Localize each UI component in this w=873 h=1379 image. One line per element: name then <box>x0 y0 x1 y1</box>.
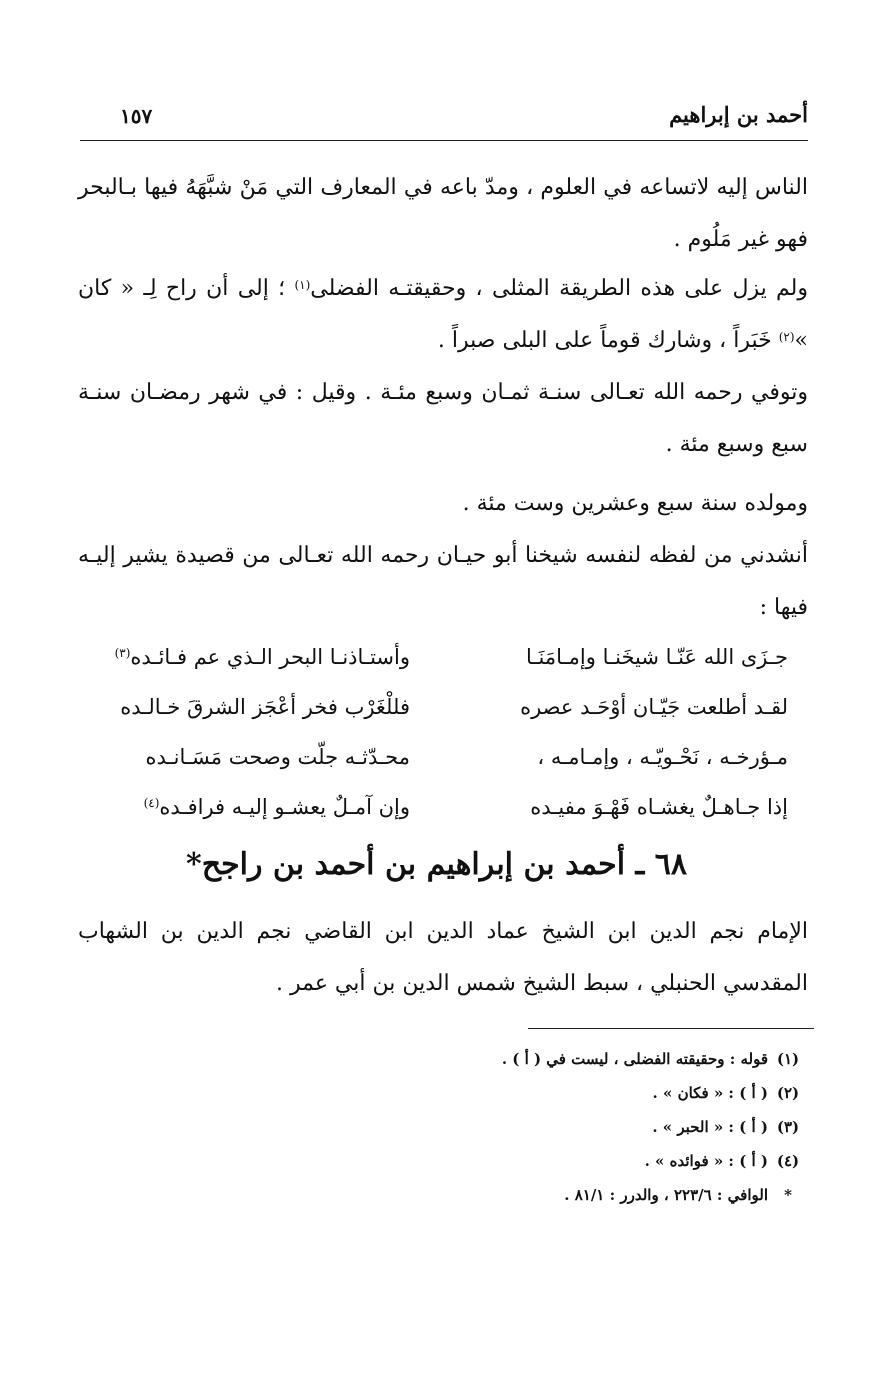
verse-second-hemistich <box>110 782 410 832</box>
verse-line <box>110 782 788 832</box>
verse-second-hemistich: فللْغَرْب فخر أعْجَز الشرقَ خـالـده <box>120 695 410 719</box>
verse-first-hemistich: لقـد أطلعت جَيّـان أوْحَـد عصره <box>520 695 788 719</box>
paragraph-2 <box>78 263 808 367</box>
verse-line <box>110 682 788 732</box>
paragraph-6: الإمام نجم الدين ابن الشيخ عماد الدين ابن القاضي نجم الدين بن الشهاب المقدسي الحنبلي ، سبط الشيخ شمس الدين بن أبي عمر . <box>78 919 808 996</box>
footnote-item <box>248 1110 808 1144</box>
section-heading <box>0 840 873 890</box>
section-heading-text: ٦٨ ـ أحمد بن إبراهيم بن أحمد بن راجح <box>201 847 687 882</box>
footnote-ref-4: (٤) <box>143 796 160 810</box>
footnote-item <box>248 1178 808 1212</box>
paragraph-2-part-c: خَبَراً ، وشارك قوماً على البلى صبراً . <box>437 328 779 353</box>
footnote-item <box>248 1042 808 1076</box>
footnote-ref-2: (٢) <box>778 330 795 344</box>
footnote-mark: (١) <box>776 1050 800 1068</box>
header-rule <box>80 140 808 141</box>
footnote-text: ( أ ) : « فكان » . <box>652 1084 768 1102</box>
paragraph-5: أنشدني من لفظه لنفسه شيخنا أبو حيـان رحمه الله تعـالى من قصيدة يشير إليـه فيها : <box>78 543 808 620</box>
running-title: أحمد بن إبراهيم <box>669 102 808 127</box>
verse-line <box>110 632 788 682</box>
verse-first-hemistich: إذا جـاهـلٌ يغشـاه فَهْـوَ مفيـده <box>530 795 788 819</box>
verse-first-hemistich: جـزَى الله عَنّـا شيخَنـا وإمـامَنَـا <box>525 645 788 669</box>
footnote-rule <box>528 1028 814 1029</box>
footnote-text: ( أ ) : « فوائده » . <box>644 1152 768 1170</box>
footnote-item <box>248 1076 808 1110</box>
paragraph-4: ومولده سنة سبع وعشرين وست مئة . <box>462 491 808 516</box>
verse-first-hemistich: مـؤرخـه ، نَحْـويّـه ، وإمـامـه ، <box>537 745 788 769</box>
footnote-text: ( أ ) : « الحبر » . <box>652 1118 768 1136</box>
footnote-mark: (٣) <box>776 1118 800 1136</box>
page-number: ١٥٧ <box>120 104 153 128</box>
footnote-mark: (٤) <box>776 1152 800 1170</box>
footnote-text: قوله : وحقيقته الفضلى ، ليست في ( أ ) . <box>501 1050 768 1068</box>
verse-second-text: وإن آمـلٌ يعشـو إليـه فرافـده <box>159 795 410 819</box>
poem <box>110 632 788 832</box>
section-heading-mark: * <box>186 847 202 882</box>
footnotes <box>248 1042 808 1212</box>
paragraph-1: الناس إليه لاتساعه في العلوم ، ومدّ باعه في المعارف التي مَنْ شبَّهَهُ فيها بـالبحر فهو غير مَلُوم . <box>78 175 808 252</box>
verse-second-hemistich <box>110 632 410 682</box>
footnote-mark: * <box>784 1186 792 1204</box>
footnote-mark: (٢) <box>776 1084 800 1102</box>
page-header <box>80 98 808 140</box>
footnote-ref-1: (١) <box>294 278 311 292</box>
paragraph-3: وتوفي رحمه الله تعـالى سنـة ثمـان وسبع مئـة . وقيل : في شهر رمضـان سنـة سبع وسبع مئة . <box>78 380 808 457</box>
footnote-text: الوافي : ٢٢٣/٦ ، والدرر : ٨١/١ . <box>564 1186 768 1204</box>
paragraph-2-part-b: ؛ إلى أن راح لِـ « كان » <box>78 276 808 353</box>
footnote-ref-3: (٣) <box>114 646 131 660</box>
paragraph-2-part-a: ولم يزل على هذه الطريقة المثلى ، وحقيقتـه الفضلى <box>310 276 808 301</box>
verse-second-text: وأستـاذنـا البحر الـذي عم فـائـده <box>130 645 410 669</box>
verse-second-hemistich: محـدّثـه جلّت وصحت مَسَـانـده <box>145 745 410 769</box>
verse-line <box>110 732 788 782</box>
footnote-item <box>248 1144 808 1178</box>
